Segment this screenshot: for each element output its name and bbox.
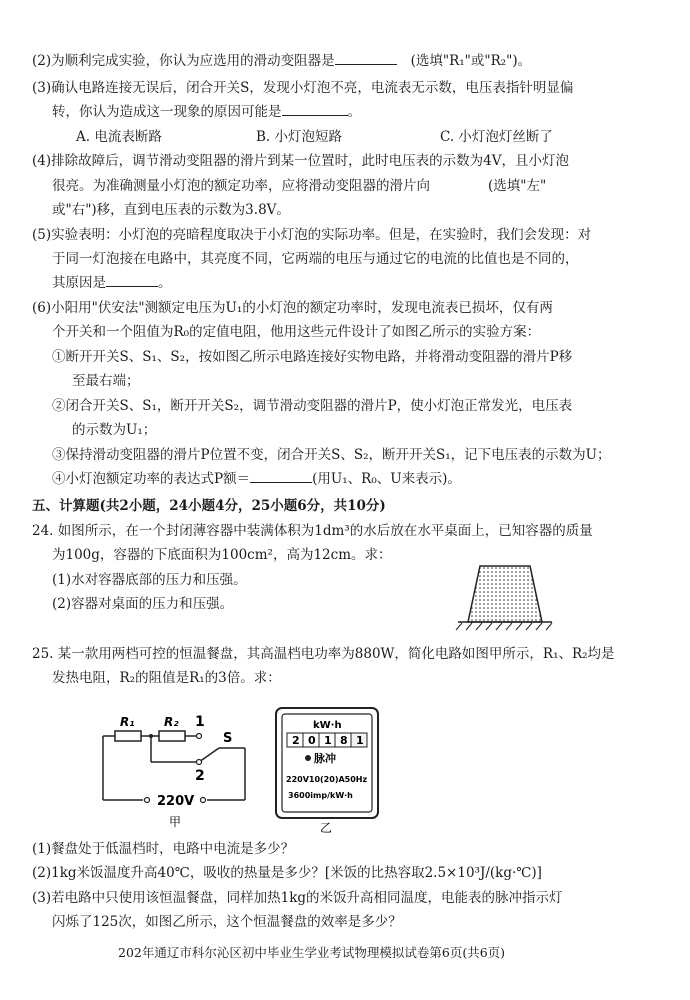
q23-part3-line2 bbox=[52, 103, 361, 121]
q25-line2: 发热电阻，R₂的阻值是R₁的3倍。求： bbox=[52, 670, 281, 686]
label-r1: R₁ bbox=[120, 715, 135, 729]
meter-pulse-label: 脉冲 bbox=[314, 752, 336, 765]
power-terminal-right bbox=[201, 798, 206, 803]
meter-digit: 1 bbox=[324, 734, 332, 747]
q23-part3-line1: (3)确认电路连接无误后，闭合开关S，发现小灯泡不亮，电流表无示数，电压表指针明显偏 bbox=[32, 80, 574, 96]
q25-sub3-line1: (3)若电路中只使用该恒温餐盘，同样加热1kg的米饭升高相同温度，电能表的脉冲指示灯 bbox=[32, 890, 563, 906]
answer-blank[interactable] bbox=[430, 178, 488, 190]
answer-blank[interactable] bbox=[282, 103, 348, 116]
page-footer: 202年通辽市科尔沁区初中毕业生学业考试物理模拟试卷第6页(共6页) bbox=[118, 945, 506, 960]
q23-part4-line2 bbox=[52, 177, 546, 195]
caption-jia: 甲 bbox=[169, 815, 182, 829]
resistor-r1 bbox=[115, 731, 141, 741]
q23-part3-text: 转，你认为造成这一现象的原因可能是 bbox=[52, 104, 282, 120]
q23-part6-line1: (6)小阳用"伏安法"测额定电压为U₁的小灯泡的额定功率时，发现电流表已损坏，仅有两 bbox=[32, 300, 553, 316]
q23-part2-text: (2)为顺利完成实验，你认为应选用的滑动变阻器是 bbox=[32, 53, 335, 69]
option-c: C. 小灯泡灯丝断了 bbox=[440, 129, 553, 145]
label-pos2: 2 bbox=[195, 768, 205, 784]
meter-constant: 3600imp/kW·h bbox=[288, 791, 353, 800]
step1-line1: ①断开开关S、S₁、S₂，按如图乙所示电路连接好实物电路，并将滑动变阻器的滑片P移 bbox=[52, 349, 573, 365]
meter-unit: kW·h bbox=[313, 720, 342, 731]
q24-sub2: (2)容器对桌面的压力和压强。 bbox=[52, 596, 234, 612]
energy-meter bbox=[272, 706, 384, 836]
q23-part4-line1: (4)排除故障后，调节滑动变阻器的滑片到某一位置时，此时电压表的示数为4V，且小灯泡 bbox=[32, 153, 569, 169]
step4-tail: (用U₁、R₀、U来表示)。 bbox=[312, 471, 461, 487]
meter-digit: 2 bbox=[292, 734, 300, 747]
q24-line2: 为100g，容器的下底面积为100cm²，高为12cm。求： bbox=[52, 547, 392, 563]
section-heading: 五、计算题(共2小题，24小题4分，25小题6分，共10分) bbox=[32, 498, 386, 514]
meter-rating: 220V10(20)A50Hz bbox=[286, 775, 368, 784]
step2-line1: ②闭合开关S、S₁，断开开关S₂，调节滑动变阻器的滑片P，使小灯泡正常发光，电压表 bbox=[52, 398, 573, 414]
container-figure bbox=[450, 562, 560, 642]
q23-part5-line1: (5)实验表明：小灯泡的亮暗程度取决于小灯泡的实际功率。但是，在实验时，我们会发现：对 bbox=[32, 227, 592, 243]
q23-part5-line3 bbox=[52, 274, 172, 292]
q23-part2 bbox=[32, 52, 531, 70]
q23-part5-end: 。 bbox=[158, 275, 172, 291]
caption-yi: 乙 bbox=[320, 821, 333, 835]
answer-blank[interactable] bbox=[335, 52, 397, 65]
q25-sub3-line2: 闪烁了125次，如图乙所示，这个恒温餐盘的效率是多少？ bbox=[52, 914, 402, 930]
pulse-indicator-icon bbox=[305, 755, 311, 761]
label-voltage: 220V bbox=[157, 794, 195, 809]
meter-digit: 8 bbox=[340, 734, 348, 747]
q23-part6-line2: 个开关和一个阻值为R₀的定值电阻，他用这些元件设计了如图乙所示的实验方案： bbox=[52, 324, 541, 340]
terminal-1 bbox=[197, 734, 202, 739]
q24-sub1: (1)水对容器底部的压力和压强。 bbox=[52, 572, 247, 588]
switch-blade bbox=[199, 748, 219, 762]
meter-digit: 0 bbox=[308, 734, 316, 747]
table-hatching bbox=[456, 623, 552, 630]
meter-digits bbox=[287, 733, 367, 747]
q23-part2-tail: (选填"R₁"或"R₂")。 bbox=[410, 53, 532, 69]
option-a: A. 电流表断路 bbox=[76, 129, 162, 145]
step4-text: ④小灯泡额定功率的表达式P额＝ bbox=[52, 471, 251, 487]
label-pos1: 1 bbox=[195, 714, 205, 730]
step4-line bbox=[52, 470, 461, 488]
answer-blank[interactable] bbox=[250, 470, 312, 483]
power-terminal-left bbox=[145, 798, 150, 803]
step3-line1: ③保持滑动变阻器的滑片P位置不变，闭合开关S、S₂，断开开关S₁，记下电压表的示数为U； bbox=[52, 447, 611, 463]
label-switch: S bbox=[223, 731, 233, 746]
container-trapezoid bbox=[468, 566, 542, 622]
q23-part4-tail: (选填"左" bbox=[488, 178, 547, 194]
answer-blank[interactable] bbox=[106, 274, 158, 287]
resistor-r2 bbox=[159, 731, 185, 741]
q23-part5-text: 其原因是 bbox=[52, 275, 106, 291]
circuit-diagram bbox=[95, 712, 275, 832]
q25-sub1: (1)餐盘处于低温档时，电路中电流是多少？ bbox=[32, 841, 295, 857]
junction-dot bbox=[149, 734, 153, 738]
step2-line2: 的示数为U₁； bbox=[72, 422, 157, 438]
label-r2: R₂ bbox=[164, 715, 179, 729]
option-b: B. 小灯泡短路 bbox=[256, 129, 343, 145]
q25-sub2: (2)1kg米饭温度升高40℃，吸收的热量是多少？[米饭的比热容取2.5×10³J/(kg·℃)] bbox=[32, 865, 542, 881]
step1-line2: 至最右端； bbox=[72, 373, 140, 389]
q23-part5-line2: 于同一灯泡接在电路中，其亮度不同，它两端的电压与通过它的电流的比值也是不同的， bbox=[52, 251, 579, 267]
q25-line1: 25. 某一款用两档可控的恒温餐盘，其高温档电功率为880W，简化电路如图甲所示，R₁、R₂均是 bbox=[32, 646, 615, 662]
q24-line1: 24. 如图所示，在一个封闭薄容器中装满体积为1dm³的水后放在水平桌面上，已知容器的质量 bbox=[32, 523, 593, 539]
q23-part4-line3: 或"右")移，直到电压表的示数为3.8V。 bbox=[52, 202, 290, 218]
q23-part3-end: 。 bbox=[347, 104, 361, 120]
meter-digit: 1 bbox=[356, 734, 364, 747]
terminal-2 bbox=[197, 760, 202, 765]
q23-part4-text: 很亮。为准确测量小灯泡的额定功率，应将滑动变阻器的滑片向 bbox=[52, 178, 430, 194]
